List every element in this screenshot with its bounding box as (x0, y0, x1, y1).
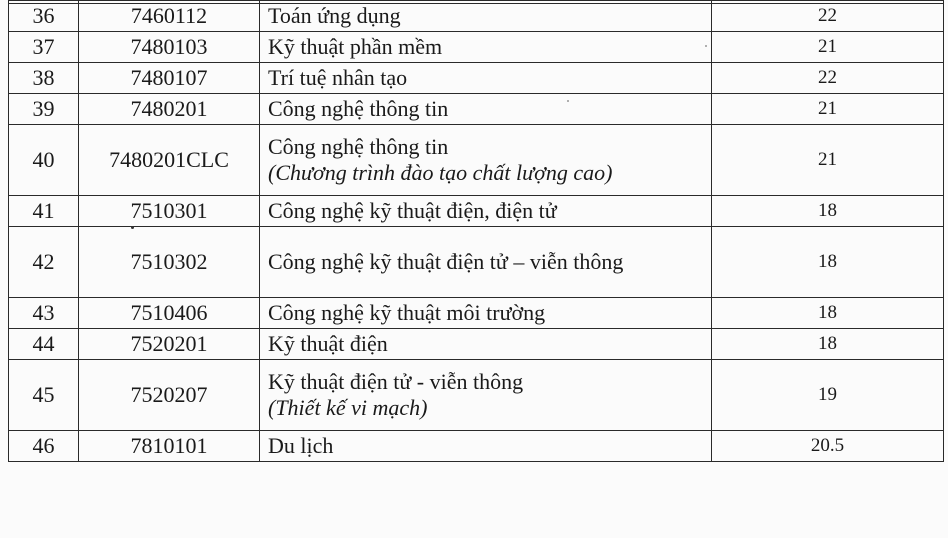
table-row (9, 125, 944, 196)
major-code: 7810101 (79, 431, 260, 462)
scan-speck (131, 226, 134, 229)
row-number: 38 (9, 63, 79, 94)
score-cell: 19 (712, 360, 944, 431)
major-code: 7520207 (79, 360, 260, 431)
score-cell: 18 (712, 329, 944, 360)
major-name: Toán ứng dụng (260, 1, 712, 32)
table-row (9, 32, 944, 63)
table-row (9, 227, 944, 298)
major-name: Kỹ thuật phần mềm (260, 32, 712, 63)
score-cell: 20.5 (712, 431, 944, 462)
major-code: 7510406 (79, 298, 260, 329)
major-code: 7480201CLC (79, 125, 260, 196)
row-number: 42 (9, 227, 79, 298)
score-cell: 18 (712, 227, 944, 298)
table-row (9, 329, 944, 360)
major-name: Công nghệ thông tin (268, 134, 449, 159)
major-note: (Thiết kế vi mạch) (268, 395, 428, 420)
major-code: 7480103 (79, 32, 260, 63)
table-row (9, 63, 944, 94)
major-name: Kỹ thuật điện tử - viễn thông (268, 369, 524, 394)
score-cell: 18 (712, 298, 944, 329)
score-cell: 22 (712, 1, 944, 32)
row-number: 45 (9, 360, 79, 431)
row-number: 46 (9, 431, 79, 462)
row-number: 37 (9, 32, 79, 63)
major-name: Trí tuệ nhân tạo (260, 63, 712, 94)
row-number: 40 (9, 125, 79, 196)
major-name: Công nghệ kỹ thuật điện tử – viễn thông (260, 227, 712, 298)
row-number: 41 (9, 196, 79, 227)
major-name-cell (260, 360, 712, 431)
major-name: Công nghệ kỹ thuật môi trường (260, 298, 712, 329)
score-cell: 21 (712, 125, 944, 196)
major-note: (Chương trình đào tạo chất lượng cao) (268, 160, 613, 185)
table-row (9, 1, 944, 32)
table-row (9, 94, 944, 125)
score-cell: 21 (712, 94, 944, 125)
major-name: Công nghệ thông tin (260, 94, 712, 125)
major-code: 7480107 (79, 63, 260, 94)
scan-speck (567, 100, 569, 102)
score-cell: 22 (712, 63, 944, 94)
scan-speck (705, 45, 707, 47)
major-code: 7510301 (79, 196, 260, 227)
row-number: 43 (9, 298, 79, 329)
admission-score-table (8, 0, 944, 462)
major-name: Du lịch (260, 431, 712, 462)
major-code: 7510302 (79, 227, 260, 298)
table-row (9, 431, 944, 462)
table-row (9, 196, 944, 227)
major-name: Kỹ thuật điện (260, 329, 712, 360)
row-number: 36 (9, 1, 79, 32)
score-cell: 18 (712, 196, 944, 227)
major-name: Công nghệ kỹ thuật điện, điện tử (260, 196, 712, 227)
row-number: 44 (9, 329, 79, 360)
major-code: 7520201 (79, 329, 260, 360)
major-code: 7460112 (79, 1, 260, 32)
score-cell: 21 (712, 32, 944, 63)
major-name-cell (260, 125, 712, 196)
row-number: 39 (9, 94, 79, 125)
major-code: 7480201 (79, 94, 260, 125)
table-row (9, 360, 944, 431)
table-row (9, 298, 944, 329)
